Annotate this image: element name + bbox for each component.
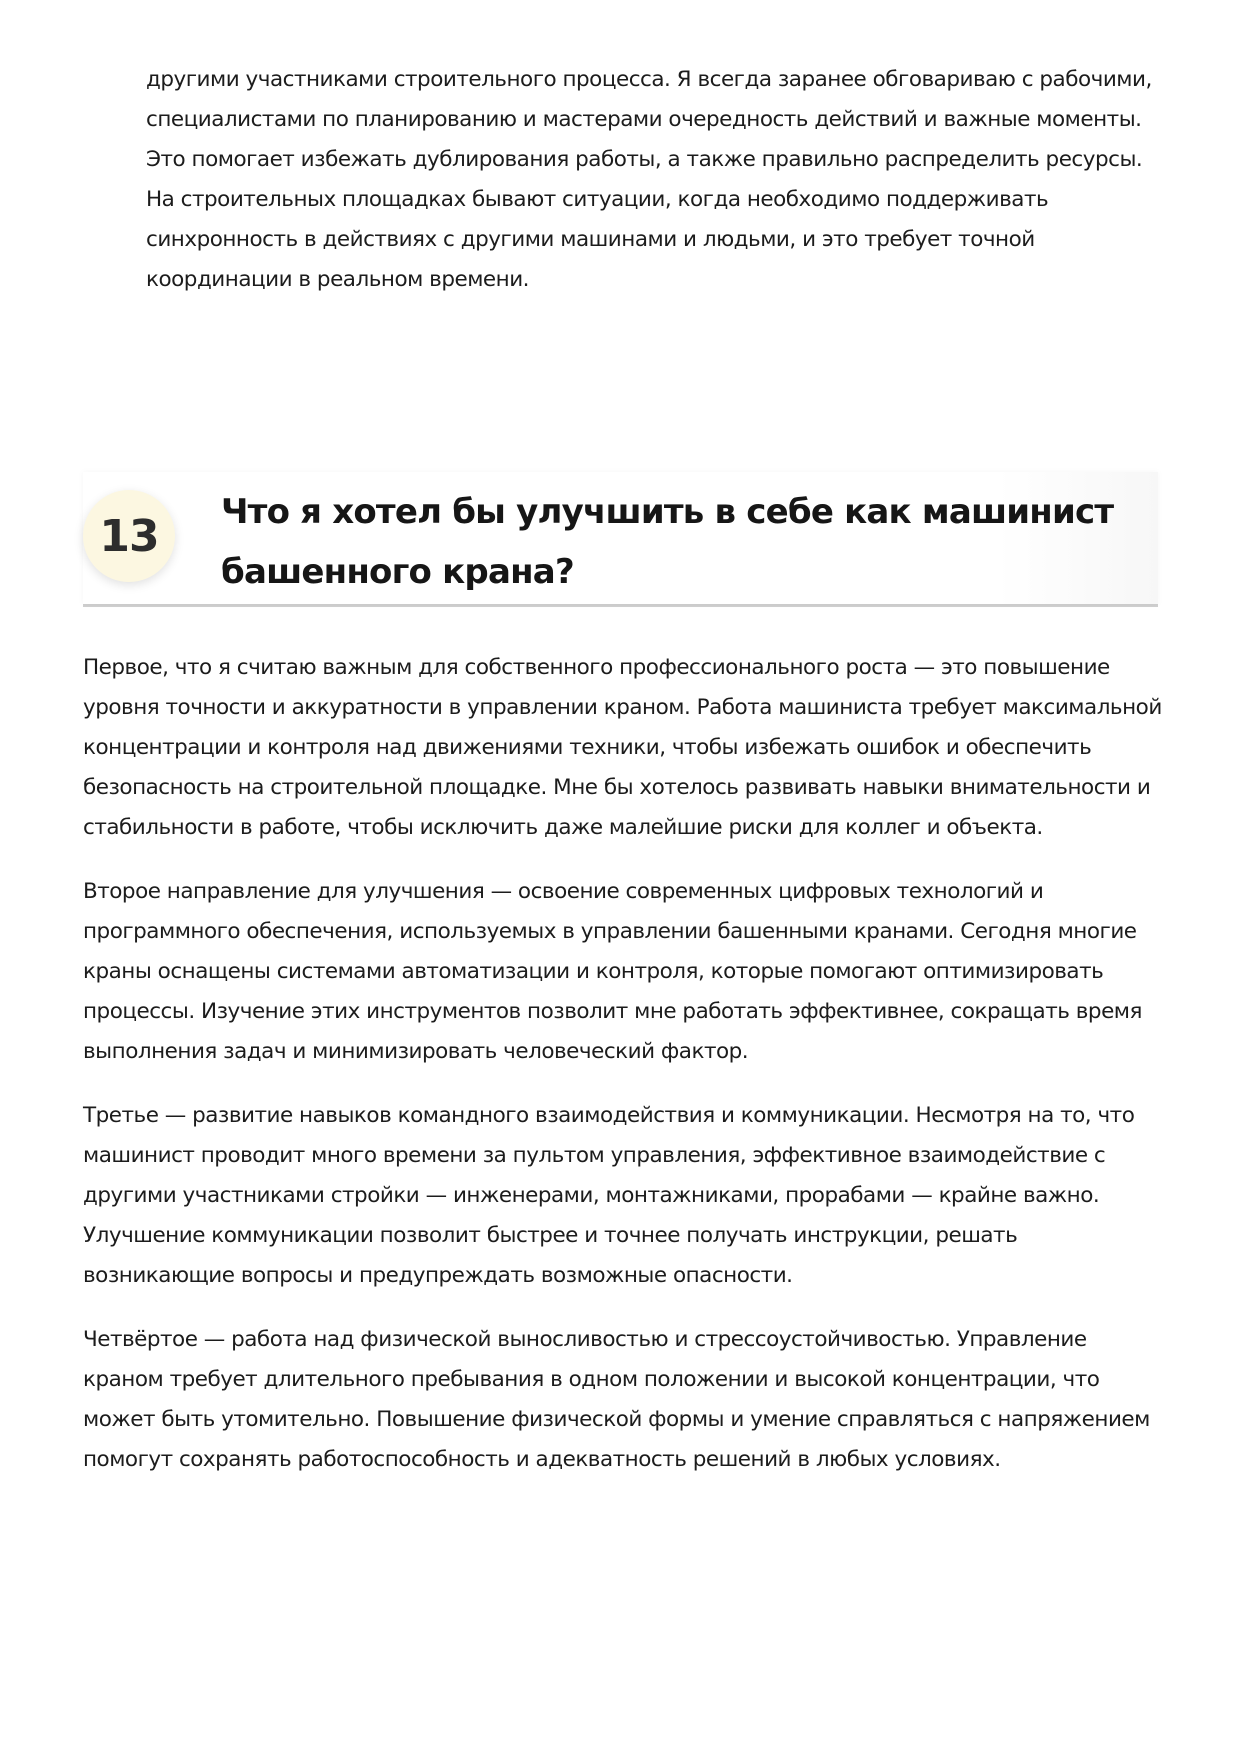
intro-paragraph: другими участниками строительного процесса. Я всегда заранее обговариваю с рабочими, специалистами по планированию и мастерами очередность действий и важные моменты. Это помогает избежать дублирования работы, а также правильно распределить ресурсы. На строительных площадках бывают ситуации, когда необходимо поддерживать синхронность в действиях с другими машинами и людьми, и это требует точной координации в реальном времени. [146,67,1152,292]
body-paragraph-1: Первое, что я считаю важным для собственного профессионального роста — это повышение уровня точности и аккуратности в управлении краном. Работа машиниста требует максимальной концентрации и контроля над движениями техники, чтобы избежать ошибок и обеспечить безопасность на строительной площадке. Мне бы хотелось развивать навыки внимательности и стабильности в работе, чтобы исключить даже малейшие риски для коллег и объекта. [83,655,1162,840]
section-body [83,648,1168,1504]
section-title: Что я хотел бы улучшить в себе как машинист башенного крана? [221,492,1114,592]
section-header [83,472,1158,607]
body-paragraph-2: Второе направление для улучшения — освоение современных цифровых технологий и программного обеспечения, используемых в управлении башенными кранами. Сегодня многие краны оснащены системами автоматизации и контроля, которые помогают оптимизировать процессы. Изучение этих инструментов позволит мне работать эффективнее, сокращать время выполнения задач и минимизировать человеческий фактор. [83,879,1142,1064]
section-number-badge: 13 [83,490,175,582]
body-paragraph-4: Четвёртое — работа над физической выносливостью и стрессоустойчивостью. Управление краном требует длительного пребывания в одном положении и высокой концентрации, что может быть утомительно. Повышение физической формы и умение справляться с напряжением помогут сохранять работоспособность и адекватность решений в любых условиях. [83,1327,1150,1472]
body-paragraph-3: Третье — развитие навыков командного взаимодействия и коммуникации. Несмотря на то, что машинист проводит много времени за пультом управления, эффективное взаимодействие с другими участниками стройки — инженерами, монтажниками, прорабами — крайне важно. Улучшение коммуникации позволит быстрее и точнее получать инструкции, решать возникающие вопросы и предупреждать возможные опасности. [83,1103,1135,1288]
